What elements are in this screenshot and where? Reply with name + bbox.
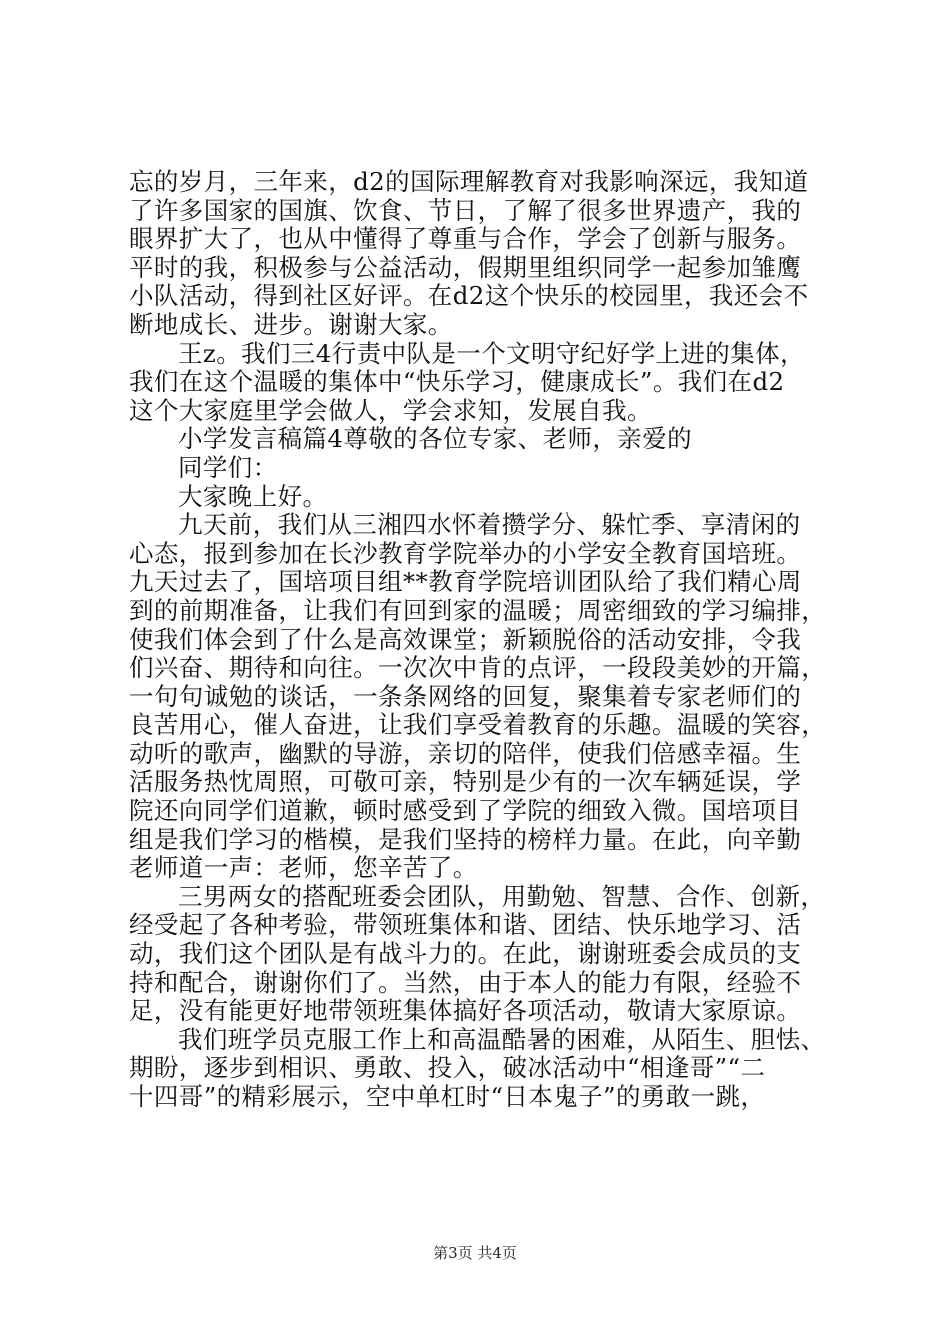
text-line: 十四哥”的精彩展示，空中单杠时“日本鬼子”的勇敢一跳， — [129, 1082, 766, 1111]
text-line: 老师道一声：老师，您辛苦了。 — [129, 853, 478, 883]
text-line: 我们在这个温暖的集体中“快乐学习，健康成长”。我们在d2 — [129, 367, 785, 397]
text-line: 经受起了各种考验，带领班集体和谐、团结、快乐地学习、活 — [129, 910, 802, 940]
text-line: 三男两女的搭配班委会团队，用勤勉、智慧、合作、创新， — [178, 881, 826, 911]
text-line: 大家晚上好。 — [178, 481, 328, 511]
text-line: 良苦用心，催人奋进，让我们享受着教育的乐趣。温暖的笑容， — [129, 710, 827, 740]
text-line: 忘的岁月，三年来，d2的国际理解教育对我影响深远，我知道 — [129, 167, 809, 196]
text-line: 我们班学员克服工作上和高温酷暑的困难，从陌生、胆怯、 — [178, 1024, 826, 1054]
text-line: 院还向同学们道歉，顿时感受到了学院的细致入微。国培项目 — [129, 796, 802, 826]
text-line: 动，我们这个团队是有战斗力的。在此，谢谢班委会成员的支 — [129, 939, 802, 969]
text-line: 动听的歌声，幽默的导游，亲切的陪伴，使我们倍感幸福。生 — [129, 738, 802, 768]
text-line: 九天前，我们从三湘四水怀着攒学分、躲忙季、享清闲的 — [178, 510, 801, 540]
text-line: 九天过去了，国培项目组**教育学院培训团队给了我们精心周 — [129, 567, 802, 597]
text-line: 组是我们学习的楷模，是我们坚持的榜样力量。在此，向辛勤 — [129, 824, 802, 854]
text-line: 活服务热忱周照，可敬可亲，特别是少有的一次车辆延误，学 — [129, 767, 802, 797]
text-line: 使我们体会到了什么是高效课堂；新颖脱俗的活动安排，令我 — [129, 624, 802, 654]
text-line: 这个大家庭里学会做人，学会求知，发展自我。 — [129, 395, 652, 425]
text-line: 同学们： — [178, 452, 278, 482]
text-line: 们兴奋、期待和向往。一次次中肯的点评，一段段美妙的开篇， — [129, 653, 827, 683]
text-line: 一句句诚勉的谈话，一条条网络的回复，聚集着专家老师们的 — [129, 681, 802, 711]
text-line: 持和配合，谢谢你们了。当然，由于本人的能力有限，经验不 — [129, 967, 802, 997]
text-line: 王z。我们三4行责中队是一个文明守纪好学上进的集体， — [178, 338, 805, 368]
text-line: 足，没有能更好地带领班集体搞好各项活动，敬请大家原谅。 — [129, 996, 802, 1026]
text-line: 心态，报到参加在长沙教育学院举办的小学安全教育国培班。 — [129, 538, 802, 568]
text-line: 小学发言稿篇4尊敬的各位专家、老师，亲爱的 — [178, 424, 692, 454]
text-line: 期盼，逐步到相识、勇敢、投入，破冰活动中“相逢哥”“二 — [129, 1053, 766, 1083]
text-line: 小队活动，得到社区好评。在d2这个快乐的校园里，我还会不 — [129, 281, 809, 311]
text-line: 眼界扩大了，也从中懂得了尊重与合作，学会了创新与服务。 — [129, 224, 802, 254]
text-line: 到的前期准备，让我们有回到家的温暖；周密细致的学习编排， — [129, 595, 827, 625]
text-line: 断地成长、进步。谢谢大家。 — [129, 309, 453, 339]
text-line: 了许多国家的国旗、饮食、节日，了解了很多世界遗产，我的 — [129, 195, 802, 225]
text-line: 平时的我，积极参与公益活动，假期里组织同学一起参加雏鹰 — [129, 252, 802, 282]
page-footer: 第3页 共4页 — [433, 1244, 517, 1262]
document-body — [129, 168, 829, 1112]
